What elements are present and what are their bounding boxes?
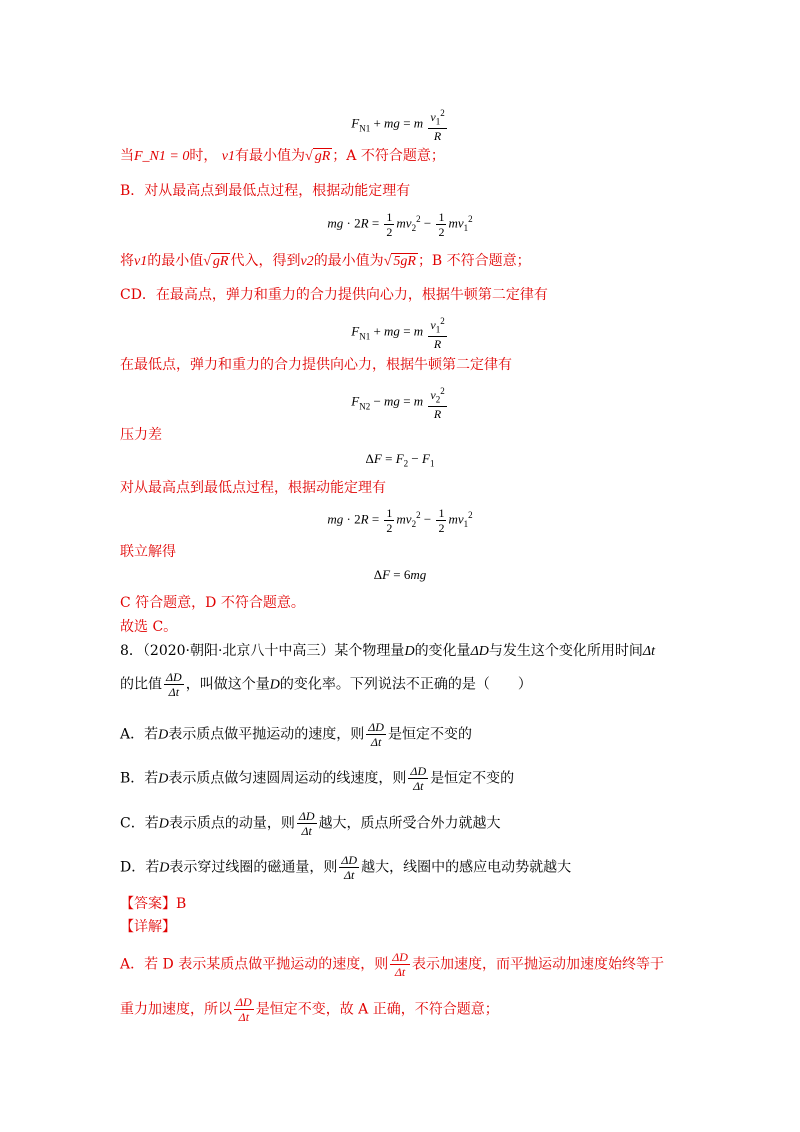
line-substitute: 将v1的最小值√ gR 代入，得到v2的最小值为√ 5gR ；B 不符合题意； [120,253,531,269]
equation-3: $F_{N1}$ + mg = m $\frac{v_1^2}{R}$ [351,316,445,352]
explanation-A-line-1: A．若 D 表示某质点做平抛运动的速度，则 $\frac{\Delta D}{\Delta t}$ 表示加速度，而平抛运动加速度始终等于 [120,950,664,979]
option-C: C．若D表示质点的动量，则 $\frac{\Delta D}{\Delta t}$ 越大，质点所受合外力就越大 [120,809,501,838]
equation-7: ΔF = 6mg [373,567,427,582]
line-C-correct: C 符合题意，D 不符合题意。 [120,595,305,611]
option-B: B．若D表示质点做匀速圆周运动的线速度，则 $\frac{\Delta D}{\Delta t}$ 是恒定不变的 [120,764,515,793]
equation-5: $\Delta F = F_2 - F_1$ [365,451,435,469]
line-B: B．对从最高点到最低点过程，根据动能定理有 [120,183,411,199]
line-lowest: 在最低点，弹力和重力的合力提供向心力，根据牛顿第二定律有 [120,357,512,373]
line-CD: CD．在最高点，弹力和重力的合力提供向心力，根据牛顿第二定律有 [120,287,548,303]
line-process: 对从最高点到最低点过程，根据动能定理有 [120,480,386,496]
line-pressure: 压力差 [120,427,162,443]
answer-label: 【答案】B [120,896,187,912]
equation-1: $F_{N1}$ + mg = m $\frac{v_1^2}{R}$ [351,108,445,144]
line-condition: 当F_N1 = 0时， v1有最小值为√ gR ；A 不符合题意； [120,148,445,164]
equation-6: mg · 2R = $\frac{1}{2}$ $mv_2^2$ − $\frac{1}{2}$ $mv_1^2$ [327,506,473,535]
equation-4: $F_{N2}$ − mg = m $\frac{v_2^2}{R}$ [351,386,445,422]
option-A: A．若D表示质点做平抛运动的速度，则 $\frac{\Delta D}{\Delta t}$ 是恒定不变的 [120,720,472,749]
question-8-line-1: 8．（2020·朝阳·北京八十中高三）某个物理量D的变化量ΔD与发生这个变化所用时间Δt [120,643,655,659]
line-join: 联立解得 [120,544,176,560]
option-D: D．若D表示穿过线圈的磁通量，则 $\frac{\Delta D}{\Delta t}$ 越大，线圈中的感应电动势就越大 [120,853,572,882]
detail-label: 【详解】 [120,919,176,935]
question-8-line-2: 的比值 $\frac{\Delta D}{\Delta t}$ ，叫做这个量D的变化率。下列说法不正确的是（ ） [120,670,532,699]
line-choose: 故选 C。 [120,619,178,635]
explanation-A-line-2: 重力加速度，所以 $\frac{\Delta D}{\Delta t}$ 是恒定不变，故 A 正确，不符合题意； [120,995,499,1024]
equation-2: mg · 2R = $\frac{1}{2}$ $mv_2^2$ − $\frac{1}{2}$ $mv_1^2$ [327,210,473,239]
